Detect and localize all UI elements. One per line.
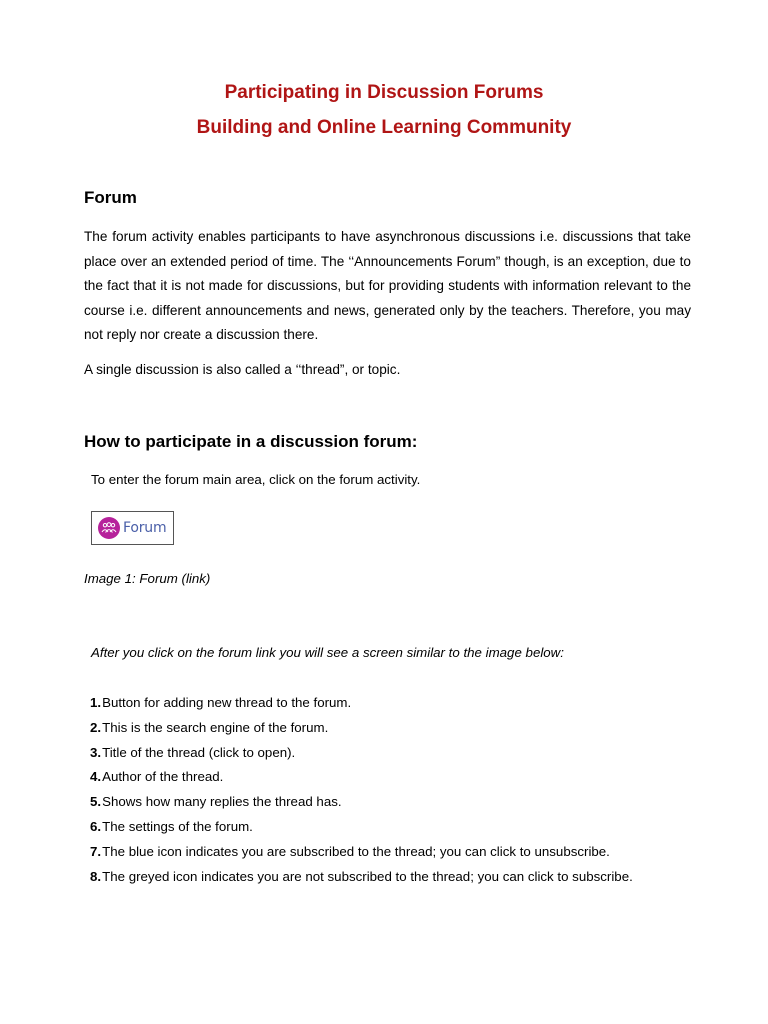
forum-section-heading: Forum [84, 188, 137, 207]
step-number: 4. [90, 769, 102, 785]
step-number: 2. [90, 719, 102, 735]
step-text: Button for adding new thread to the forum. [102, 695, 352, 710]
forum-activity-link[interactable] [91, 511, 174, 545]
step-number: 1. [90, 695, 102, 710]
step-number: 5. [90, 794, 102, 810]
forum-description-paragraph: The forum activity enables participants to have asynchronous discussions i.e. discussions that take place over an extended period of time. The ‘‘Announcements Forum” though, is an exception, due to the fact that it is not made for discussions, but for providing students with information relevant to the course i.e. different announcements and news, generated only by the teachers. Therefore, you may not reply nor create a discussion there. [84, 229, 691, 342]
after-click-text: After you click on the forum link you will see a screen similar to the image below: [91, 645, 564, 660]
list-item [90, 691, 710, 716]
step-text: The blue icon indicates you are subscribed to the thread; you can click to unsubscribe. [102, 843, 610, 859]
step-text: Title of the thread (click to open). [102, 744, 296, 760]
list-item [90, 840, 710, 865]
step-number: 6. [90, 818, 102, 834]
step-text: Shows how many replies the thread has. [102, 794, 342, 810]
thread-definition-paragraph: A single discussion is also called a ‘‘thread”, or topic. [84, 362, 401, 377]
howto-section-heading: How to participate in a discussion forum: [84, 432, 418, 451]
step-number: 7. [90, 843, 102, 859]
list-item [90, 790, 710, 815]
list-item [90, 865, 710, 890]
step-text: The settings of the forum. [102, 818, 253, 834]
list-item [90, 716, 710, 741]
document-subtitle: Building and Online Learning Community [196, 117, 572, 138]
list-item [90, 765, 710, 790]
group-people-icon [98, 517, 120, 539]
step-text: Author of the thread. [102, 769, 224, 785]
step-number: 8. [90, 868, 102, 884]
document-title: Participating in Discussion Forums [224, 82, 544, 103]
enter-forum-instruction: To enter the forum main area, click on the forum activity. [91, 472, 421, 487]
list-item [90, 815, 710, 840]
step-text: The greyed icon indicates you are not subscribed to the thread; you can click to subscribe. [102, 868, 633, 884]
forum-link-label: Forum [123, 520, 167, 536]
steps-list [90, 691, 710, 889]
image-caption: Image 1: Forum (link) [84, 571, 211, 586]
step-text: This is the search engine of the forum. [102, 719, 329, 735]
list-item [90, 741, 710, 766]
step-number: 3. [90, 744, 102, 760]
